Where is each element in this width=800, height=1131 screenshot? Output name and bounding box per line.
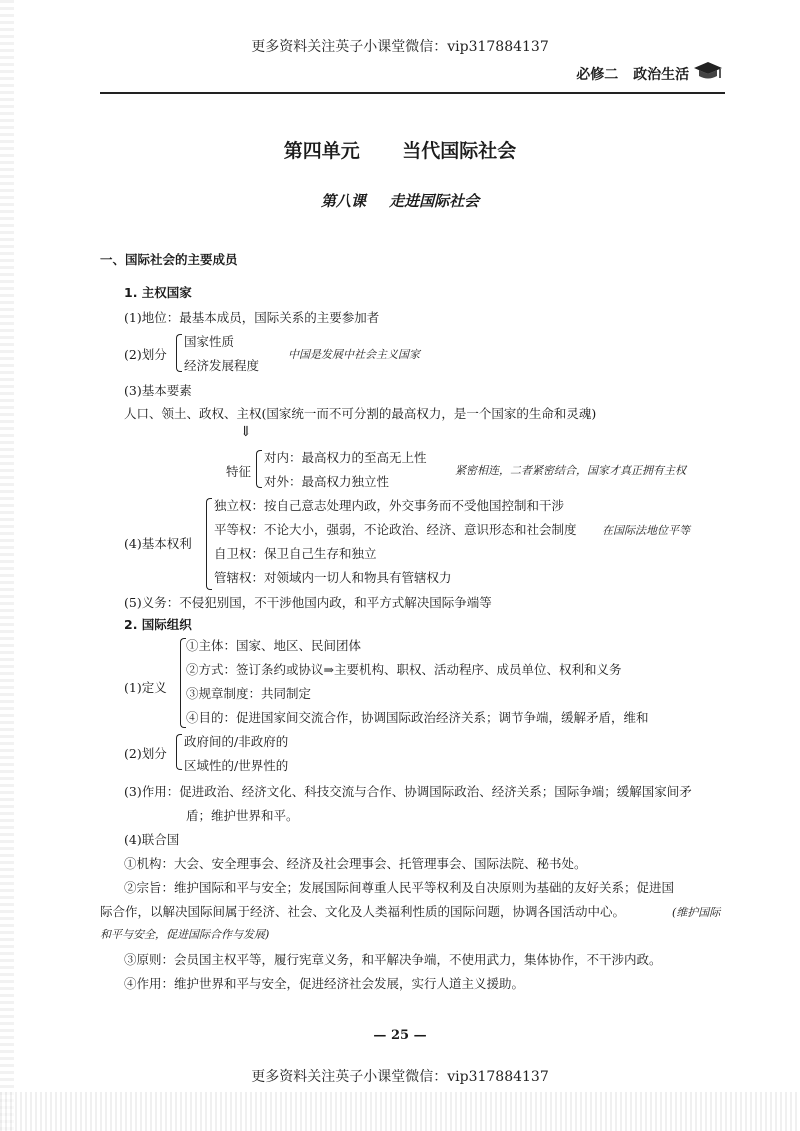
right-self-defense: 自卫权：保卫自己生存和独立 xyxy=(214,546,377,561)
un-principles: ③原则：会员国主权平等，履行宪章义务，和平解决争端，不使用武力，集体协作，不干涉内政。 xyxy=(124,952,662,967)
elements-detail: 人口、领土、政权、主权(国家统一而不可分割的最高权力，是一个国家的生命和灵魂) xyxy=(124,406,597,421)
right-jurisdiction: 管辖权：对领域内一切人和物具有管辖权力 xyxy=(214,570,452,585)
division-note: 中国是发展中社会主义国家 xyxy=(288,348,420,361)
watermark-top: 更多资料关注英子小课堂微信：vip317884137 xyxy=(251,39,549,55)
definition-subject: ①主体：国家、地区、民间团体 xyxy=(186,638,362,653)
page-number: — 25 — xyxy=(373,1028,427,1043)
function-line-1: (3)作用：促进政治、经济文化、科技交流与合作、协调国际政治、经济关系；国际争端；缓解国家间矛 xyxy=(124,784,692,799)
subsection-1-title: 1. 主权国家 xyxy=(124,285,192,300)
division-b: 经济发展程度 xyxy=(184,358,260,373)
definition-method: ②方式：签订条约或协议⇒主要机构、职权、活动程序、成员单位、权利和义务 xyxy=(186,662,622,677)
classification-label: (2)划分 xyxy=(124,746,167,761)
obligations-line: (5)义务：不侵犯别国，不干涉他国内政，和平方式解决国际争端等 xyxy=(124,595,492,610)
header-rule xyxy=(100,92,725,94)
brace xyxy=(176,334,182,372)
feature-b: 对外：最高权力独立性 xyxy=(264,474,390,489)
section-1-title: 一、国际社会的主要成员 xyxy=(100,252,238,267)
un-organs: ①机构：大会、安全理事会、经济及社会理事会、托管理事会、国际法院、秘书处。 xyxy=(124,856,587,871)
un-label: (4)联合国 xyxy=(124,832,180,847)
elements-label: (3)基本要素 xyxy=(124,383,192,398)
definition-label: (1)定义 xyxy=(124,680,167,695)
right-equality: 平等权：不论大小，强弱，不论政治、经济、意识形态和社会制度 xyxy=(214,522,577,537)
definition-rules: ③规章制度：共同制定 xyxy=(186,686,312,701)
lesson-title: 第八课 走进国际社会 xyxy=(320,192,480,210)
brace xyxy=(256,450,262,488)
status-line: (1)地位：最基本成员，国际关系的主要参加者 xyxy=(124,310,380,325)
down-arrow-icon: ⇓ xyxy=(240,424,252,440)
feature-label: 特征 xyxy=(226,464,252,479)
header-book: 必修二 xyxy=(576,67,619,83)
un-role: ④作用：维护世界和平与安全，促进经济社会发展，实行人道主义援助。 xyxy=(124,976,525,991)
definition-purpose: ④目的：促进国家间交流合作，协调国际政治经济关系；调节争端，缓解矛盾，维和 xyxy=(186,710,649,725)
classification-b: 区域性的/世界性的 xyxy=(184,758,289,773)
graduation-cap-icon xyxy=(692,60,724,82)
brace xyxy=(206,498,212,590)
scan-noise xyxy=(0,1092,800,1131)
feature-note: 紧密相连，二者紧密结合，国家才真正拥有主权 xyxy=(455,464,686,477)
brace xyxy=(176,734,182,770)
division-a: 国家性质 xyxy=(184,334,235,349)
un-purpose-1: ②宗旨：维护国际和平与安全；发展国际间尊重人民平等权利及自决原则为基础的友好关系；促进国 xyxy=(124,880,675,895)
unit-title: 第四单元 当代国际社会 xyxy=(283,140,517,162)
subsection-2-title: 2. 国际组织 xyxy=(124,617,192,632)
un-purpose-note: (维护国际 xyxy=(672,906,721,919)
rights-label: (4)基本权利 xyxy=(124,536,192,551)
right-independence: 独立权：按自己意志处理内政，外交事务而不受他国控制和干涉 xyxy=(214,498,565,513)
feature-a: 对内：最高权力的至高无上性 xyxy=(264,450,427,465)
function-line-2: 盾；维护世界和平。 xyxy=(186,808,299,823)
un-purpose-2: 际合作，以解决国际间属于经济、社会、文化及人类福利性质的国际问题，协调各国活动中心。 xyxy=(100,904,626,919)
header-subject: 政治生活 xyxy=(633,67,690,83)
equality-note: 在国际法地位平等 xyxy=(602,524,690,537)
classification-a: 政府间的/非政府的 xyxy=(184,734,289,749)
scan-edge xyxy=(0,0,14,1131)
watermark-bottom: 更多资料关注英子小课堂微信：vip317884137 xyxy=(251,1069,549,1085)
division-label: (2)划分 xyxy=(124,347,167,362)
un-purpose-note-2: 和平与安全，促进国际合作与发展) xyxy=(100,928,270,941)
